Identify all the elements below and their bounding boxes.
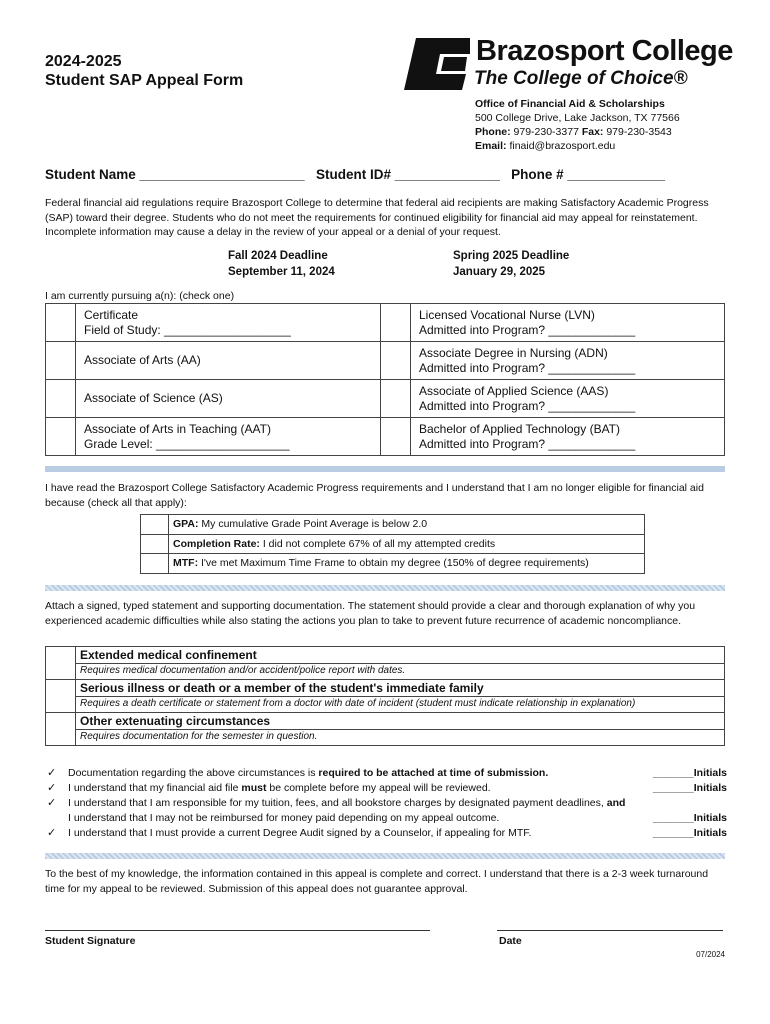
logo-name: Brazosport College (476, 35, 733, 67)
initials-field[interactable]: _______Initials (652, 782, 727, 794)
list-item (45, 766, 730, 781)
logo-tagline: The College of Choice® (474, 68, 688, 89)
table-row (46, 680, 725, 713)
checkmark-icon: ✓ (47, 767, 57, 779)
checkbox-completion-rate[interactable] (141, 534, 169, 554)
option-label: Associate of Applied Science (AAS) (419, 383, 609, 398)
phone-label: Phone: (475, 126, 511, 138)
checkbox-aat[interactable] (46, 418, 76, 456)
circumstance-title: Extended medical confinement (76, 648, 724, 664)
office-phone: 979-230-3377 (513, 126, 579, 138)
circumstance-title: Serious illness or death or a member of the student's immediate family (76, 681, 724, 697)
option-sublabel: Grade Level: ____________________ (84, 436, 290, 451)
checkbox-illness-death[interactable] (46, 680, 76, 713)
initials-field[interactable]: _______Initials (652, 827, 727, 839)
student-id-field[interactable]: Student ID# ______________ (315, 167, 500, 182)
checkmark-icon: ✓ (47, 797, 57, 809)
reasons-intro: I have read the Brazosport College Satisfactory Academic Progress requirements and I understand that I am no longer eligible for financial aid because (check all that apply): (45, 482, 704, 509)
option-label: Certificate (84, 307, 139, 322)
fall-deadline (228, 248, 335, 280)
reason-label: GPA: (173, 518, 199, 531)
table-row (46, 713, 725, 746)
reason-label: MTF: (173, 557, 199, 570)
section-divider (45, 466, 725, 472)
checkbox-aa[interactable] (46, 342, 76, 380)
checkbox-other-circumstances[interactable] (46, 713, 76, 746)
initials-field[interactable]: _______Initials (652, 767, 727, 779)
office-fax: 979-230-3543 (606, 126, 672, 138)
spring-deadline (453, 248, 569, 280)
student-phone-field[interactable]: Phone # _____________ (511, 167, 665, 182)
student-info-line (45, 167, 665, 182)
acknowledgements (45, 766, 730, 841)
spring-deadline-date: January 29, 2025 (453, 266, 546, 278)
checkmark-icon: ✓ (47, 782, 57, 794)
ack-text: I understand that I must provide a current Degree Audit signed by a Counselor, if appealing for MTF. (68, 827, 532, 839)
circumstance-title: Other extenuating circumstances (76, 714, 724, 730)
option-sublabel: Field of Study: ___________________ (84, 322, 291, 337)
reason-text: I did not complete 67% of all my attempted credits (262, 537, 496, 550)
ack-text: I understand that I may not be reimbursed for money paid depending on my appeal outcome. (68, 812, 500, 824)
option-label: Associate of Science (AS) (84, 391, 223, 405)
table-row (141, 534, 645, 554)
student-signature-line[interactable] (45, 930, 430, 931)
option-label: Bachelor of Applied Technology (BAT) (419, 421, 621, 436)
checkbox-medical-confinement[interactable] (46, 647, 76, 680)
checkbox-adn[interactable] (381, 342, 411, 380)
option-sublabel: Admitted into Program? _____________ (419, 360, 636, 375)
reason-label: Completion Rate: (173, 537, 260, 550)
section-divider (45, 853, 725, 859)
checkbox-mtf[interactable] (141, 554, 169, 574)
circumstance-requirement: Requires a death certificate or statement from a doctor with date of incident (student must indicate relationship in explanation) (80, 698, 636, 709)
reason-text: My cumulative Grade Point Average is below 2.0 (201, 518, 428, 531)
ack-text: I understand that I am responsible for my tuition, fees, and all bookstore charges by designated payment deadlines, (68, 797, 607, 809)
checkbox-bat[interactable] (381, 418, 411, 456)
table-row (46, 647, 725, 680)
checkbox-certificate[interactable] (46, 304, 76, 342)
closing-statement: To the best of my knowledge, the information contained in this appeal is complete and correct. I understand that there is a 2-3 week turnaround time for my appeal to be reviewed. Submission of this appeal does not guarantee approval. (45, 868, 709, 895)
office-email: finaid@brazosport.edu (509, 140, 616, 152)
table-row (141, 554, 645, 574)
program-prompt: I am currently pursuing a(n): (check one) (45, 290, 235, 302)
student-signature-label: Student Signature (45, 935, 136, 947)
list-item (45, 826, 730, 841)
date-line[interactable] (497, 930, 723, 931)
reasons-table (140, 514, 645, 574)
checkbox-lvn[interactable] (381, 304, 411, 342)
checkbox-gpa[interactable] (141, 515, 169, 535)
option-label: Associate of Arts in Teaching (AAT) (84, 421, 271, 436)
table-row (46, 304, 725, 342)
spring-deadline-title: Spring 2025 Deadline (453, 250, 570, 262)
ack-text: Documentation regarding the above circumstances is (68, 767, 319, 779)
table-row (46, 418, 725, 456)
date-label: Date (499, 935, 522, 947)
ack-text: be complete before my appeal will be reviewed. (266, 782, 491, 794)
ack-bold: and (606, 797, 626, 809)
program-table (45, 303, 725, 456)
circumstance-requirement: Requires medical documentation and/or accident/police report with dates. (80, 665, 406, 676)
table-row (46, 342, 725, 380)
list-item (45, 781, 730, 796)
circumstance-requirement: Requires documentation for the semester in question. (80, 731, 318, 742)
fall-deadline-date: September 11, 2024 (228, 266, 335, 278)
ack-bold: must (241, 782, 267, 794)
option-label: Associate of Arts (AA) (84, 353, 201, 367)
ack-text: I understand that my financial aid file (68, 782, 242, 794)
circumstances-table (45, 646, 725, 746)
table-row (46, 380, 725, 418)
option-label: Associate Degree in Nursing (ADN) (419, 345, 608, 360)
intro-paragraph: Federal financial aid regulations require Brazosport College to determine that federal aid recipients are making Satisfactory Academic Progress (SAP) toward their degree. Students who do not meet the requirements for continued eligibility for financial aid may appeal for reinstatement. Incomplete information may cause a delay in the review of your appeal or a denial of your request. (45, 197, 709, 238)
fall-deadline-title: Fall 2024 Deadline (228, 250, 328, 262)
initials-field[interactable]: _______Initials (652, 812, 727, 824)
table-row (141, 515, 645, 535)
revision-date: 07/2024 (696, 950, 725, 959)
ack-bold: required to be attached at time of submission. (318, 767, 549, 779)
option-sublabel: Admitted into Program? _____________ (419, 398, 636, 413)
form-year: 2024-2025 (45, 53, 122, 70)
checkbox-as[interactable] (46, 380, 76, 418)
office-address: 500 College Drive, Lake Jackson, TX 77566 (475, 112, 680, 124)
option-label: Licensed Vocational Nurse (LVN) (419, 307, 595, 322)
college-logo-mark-icon (404, 38, 470, 90)
list-item (45, 811, 730, 826)
checkbox-aas[interactable] (381, 380, 411, 418)
email-label: Email: (475, 140, 507, 152)
reason-text: I've met Maximum Time Frame to obtain my degree (150% of degree requirements) (201, 557, 589, 570)
option-sublabel: Admitted into Program? _____________ (419, 322, 636, 337)
form-title-block (45, 52, 243, 90)
fax-label: Fax: (581, 126, 604, 138)
student-name-field[interactable]: Student Name ______________________ (45, 167, 305, 182)
section-divider (45, 585, 725, 591)
checkmark-icon: ✓ (47, 827, 57, 839)
attach-intro: Attach a signed, typed statement and supporting documentation. The statement should provide a clear and thorough explanation of why you experienced academic difficulties while also stating the actions you plan to take to prevent future recurrence of academic noncompliance. (45, 600, 696, 627)
office-name: Office of Financial Aid & Scholarships (475, 98, 665, 110)
list-item (45, 796, 730, 811)
form-title: Student SAP Appeal Form (45, 72, 244, 89)
college-logo (404, 35, 733, 92)
office-contact (475, 97, 680, 153)
option-sublabel: Admitted into Program? _____________ (419, 436, 636, 451)
